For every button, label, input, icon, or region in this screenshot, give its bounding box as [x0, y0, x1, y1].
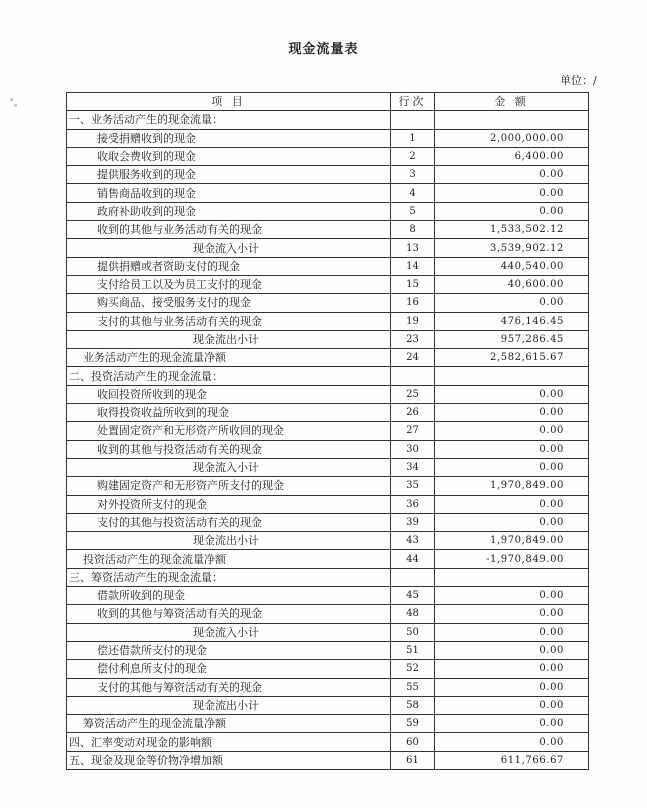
row-amount: 0.00 — [435, 733, 589, 751]
row-item-label: 政府补助收到的现金 — [67, 202, 391, 220]
row-line-number: 34 — [391, 458, 435, 476]
unit-value: / — [593, 74, 597, 87]
row-line-number: 55 — [391, 678, 435, 696]
row-item-label: 投资活动产生的现金流量净额 — [67, 550, 391, 568]
table-row — [67, 422, 589, 440]
row-amount: 0.00 — [435, 440, 589, 458]
row-item-label: 收到的其他与投资活动有关的现金 — [67, 440, 391, 458]
table-row — [67, 111, 589, 129]
table-row — [67, 275, 589, 293]
row-amount: 6,400.00 — [435, 147, 589, 165]
row-line-number — [391, 367, 435, 385]
table-row — [67, 367, 589, 385]
row-line-number: 48 — [391, 605, 435, 623]
row-item-label: 现金流入小计 — [67, 623, 391, 641]
row-amount: 476,146.45 — [435, 312, 589, 330]
row-item-label: 四、汇率变动对现金的影响额 — [67, 733, 391, 751]
row-amount: 0.00 — [435, 623, 589, 641]
table-row — [67, 312, 589, 330]
row-line-number: 51 — [391, 641, 435, 659]
table-row — [67, 221, 589, 239]
row-item-label: 业务活动产生的现金流量净额 — [67, 349, 391, 367]
row-amount: 0.00 — [435, 166, 589, 184]
row-item-label: 支付的其他与业务活动有关的现金 — [67, 312, 391, 330]
table-row — [67, 202, 589, 220]
row-item-label: 处置固定资产和无形资产所收回的现金 — [67, 422, 391, 440]
row-item-label: 三、筹资活动产生的现金流量： — [67, 568, 391, 586]
row-amount: 0.00 — [435, 678, 589, 696]
row-line-number: 24 — [391, 349, 435, 367]
row-line-number: 36 — [391, 495, 435, 513]
row-item-label: 提供服务收到的现金 — [67, 166, 391, 184]
row-item-label: 现金流出小计 — [67, 330, 391, 348]
row-amount: 1,533,502.12 — [435, 221, 589, 239]
row-amount: -1,970,849.00 — [435, 550, 589, 568]
row-item-label: 支付给员工以及为员工支付的现金 — [67, 275, 391, 293]
row-item-label: 偿还借款所支付的现金 — [67, 641, 391, 659]
row-item-label: 收取会费收到的现金 — [67, 147, 391, 165]
row-item-label: 取得投资收益所收到的现金 — [67, 404, 391, 422]
row-amount: 0.00 — [435, 660, 589, 678]
row-line-number: 19 — [391, 312, 435, 330]
table-row — [67, 477, 589, 495]
table-row — [67, 733, 589, 751]
row-item-label: 购建固定资产和无形资产所支付的现金 — [67, 477, 391, 495]
table-row — [67, 440, 589, 458]
row-line-number: 14 — [391, 257, 435, 275]
row-item-label: 收回投资所收到的现金 — [67, 385, 391, 403]
row-amount: 3,539,902.12 — [435, 239, 589, 257]
row-item-label: 提供捐赠或者资助支付的现金 — [67, 257, 391, 275]
row-line-number: 4 — [391, 184, 435, 202]
row-item-label: 二、投资活动产生的现金流量： — [67, 367, 391, 385]
row-line-number — [391, 568, 435, 586]
table-row — [67, 678, 589, 696]
table-row — [67, 715, 589, 733]
unit-line — [560, 72, 603, 88]
table-row — [67, 458, 589, 476]
row-amount: 440,540.00 — [435, 257, 589, 275]
table-row — [67, 129, 589, 147]
row-line-number: 8 — [391, 221, 435, 239]
table-row — [67, 330, 589, 348]
table-row — [67, 385, 589, 403]
row-item-label: 购买商品、接受服务支付的现金 — [67, 294, 391, 312]
table-row — [67, 349, 589, 367]
row-item-label: 五、现金及现金等价物净增加额 — [67, 751, 391, 769]
row-amount — [435, 568, 589, 586]
row-line-number: 45 — [391, 587, 435, 605]
table-row — [67, 147, 589, 165]
scan-speck — [10, 98, 13, 101]
row-line-number: 35 — [391, 477, 435, 495]
table-row — [67, 166, 589, 184]
row-amount: 1,970,849.00 — [435, 532, 589, 550]
row-amount: 0.00 — [435, 696, 589, 714]
header-amount: 金 额 — [435, 93, 589, 111]
table-row — [67, 587, 589, 605]
table-row — [67, 294, 589, 312]
row-line-number: 59 — [391, 715, 435, 733]
table-row — [67, 605, 589, 623]
row-amount: 957,286.45 — [435, 330, 589, 348]
row-line-number: 5 — [391, 202, 435, 220]
row-line-number: 13 — [391, 239, 435, 257]
row-line-number: 27 — [391, 422, 435, 440]
row-amount — [435, 111, 589, 129]
row-line-number: 30 — [391, 440, 435, 458]
row-amount: 1,970,849.00 — [435, 477, 589, 495]
row-amount: 0.00 — [435, 587, 589, 605]
row-amount: 0.00 — [435, 202, 589, 220]
row-amount: 0.00 — [435, 184, 589, 202]
table-row — [67, 696, 589, 714]
table-row — [67, 623, 589, 641]
table-row — [67, 257, 589, 275]
row-line-number: 2 — [391, 147, 435, 165]
row-line-number: 1 — [391, 129, 435, 147]
row-line-number: 15 — [391, 275, 435, 293]
row-item-label: 对外投资所支付的现金 — [67, 495, 391, 513]
row-line-number: 16 — [391, 294, 435, 312]
row-line-number: 58 — [391, 696, 435, 714]
row-line-number: 60 — [391, 733, 435, 751]
row-item-label: 借款所收到的现金 — [67, 587, 391, 605]
row-amount: 0.00 — [435, 495, 589, 513]
row-item-label: 一、业务活动产生的现金流量： — [67, 111, 391, 129]
cash-flow-table — [66, 92, 589, 770]
table-row — [67, 239, 589, 257]
table-row — [67, 550, 589, 568]
row-item-label: 收到的其他与业务活动有关的现金 — [67, 221, 391, 239]
row-amount: 0.00 — [435, 294, 589, 312]
row-item-label: 收到的其他与筹资活动有关的现金 — [67, 605, 391, 623]
row-item-label: 支付的其他与投资活动有关的现金 — [67, 513, 391, 531]
row-amount: 0.00 — [435, 458, 589, 476]
row-item-label: 销售商品收到的现金 — [67, 184, 391, 202]
row-amount: 2,000,000.00 — [435, 129, 589, 147]
header-item: 项 目 — [67, 93, 391, 111]
table-row — [67, 532, 589, 550]
table-row — [67, 184, 589, 202]
scan-speck — [14, 104, 17, 107]
row-line-number: 25 — [391, 385, 435, 403]
row-amount: 0.00 — [435, 513, 589, 531]
row-line-number: 44 — [391, 550, 435, 568]
row-amount: 0.00 — [435, 422, 589, 440]
row-amount: 0.00 — [435, 605, 589, 623]
row-item-label: 现金流出小计 — [67, 696, 391, 714]
row-line-number — [391, 111, 435, 129]
row-line-number: 39 — [391, 513, 435, 531]
row-amount — [435, 367, 589, 385]
unit-label: 单位： — [560, 74, 593, 87]
table-row — [67, 641, 589, 659]
row-line-number: 61 — [391, 751, 435, 769]
row-item-label: 现金流入小计 — [67, 239, 391, 257]
row-line-number: 3 — [391, 166, 435, 184]
row-item-label: 偿付利息所支付的现金 — [67, 660, 391, 678]
row-item-label: 筹资活动产生的现金流量净额 — [67, 715, 391, 733]
table-row — [67, 751, 589, 769]
row-item-label: 接受捐赠收到的现金 — [67, 129, 391, 147]
row-item-label: 现金流入小计 — [67, 458, 391, 476]
table-row — [67, 495, 589, 513]
row-amount: 2,582,615.67 — [435, 349, 589, 367]
row-line-number: 50 — [391, 623, 435, 641]
row-line-number: 52 — [391, 660, 435, 678]
row-amount: 0.00 — [435, 641, 589, 659]
row-line-number: 43 — [391, 532, 435, 550]
table-row — [67, 404, 589, 422]
table-row — [67, 513, 589, 531]
table-row — [67, 660, 589, 678]
header-line-no: 行次 — [391, 93, 435, 111]
table-row — [67, 568, 589, 586]
row-amount: 611,766.67 — [435, 751, 589, 769]
row-item-label: 现金流出小计 — [67, 532, 391, 550]
row-line-number: 23 — [391, 330, 435, 348]
row-line-number: 26 — [391, 404, 435, 422]
row-amount: 0.00 — [435, 404, 589, 422]
row-item-label: 支付的其他与筹资活动有关的现金 — [67, 678, 391, 696]
row-amount: 40,600.00 — [435, 275, 589, 293]
row-amount: 0.00 — [435, 385, 589, 403]
document-title: 现金流量表 — [288, 42, 359, 57]
table-header-row — [67, 93, 589, 111]
row-amount: 0.00 — [435, 715, 589, 733]
